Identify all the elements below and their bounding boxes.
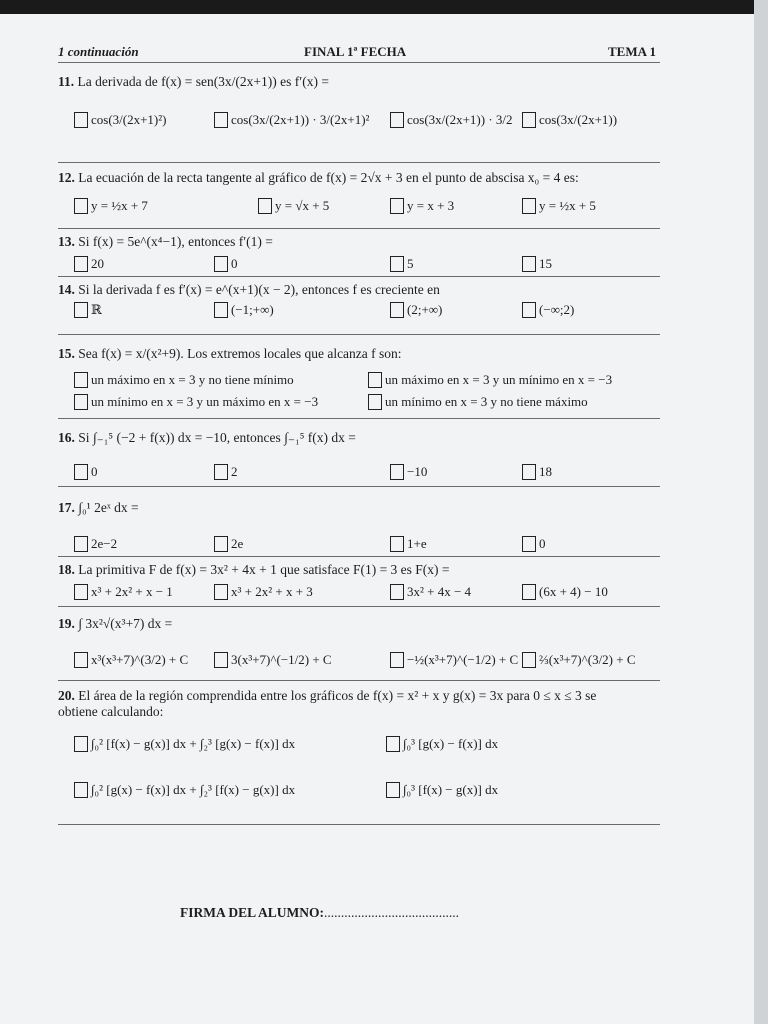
question-12-stem [58, 170, 579, 186]
option-text: un máximo en x = 3 y no tiene mínimo [91, 372, 294, 387]
question-20 [58, 684, 668, 814]
option-text: ∫₀³ [g(x) − f(x)] dx [403, 736, 499, 751]
checkbox[interactable] [386, 782, 400, 798]
option-text: y = x + 3 [407, 198, 455, 213]
option-text: 2 [231, 464, 238, 479]
q11-option-c[interactable] [390, 112, 513, 128]
checkbox[interactable] [390, 584, 404, 600]
q14-option-b[interactable] [214, 302, 274, 318]
q19-option-b[interactable] [214, 652, 332, 668]
signature-dots[interactable]: ........................................ [324, 905, 460, 920]
option-text: un máximo en x = 3 y un mínimo en x = −3 [385, 372, 613, 387]
signature-line [180, 905, 459, 921]
option-text: y = ½x + 5 [539, 198, 596, 213]
option-text: x³(x³+7)^(3/2) + C [91, 652, 189, 667]
question-number: 13. [58, 234, 75, 249]
option-text: ⅔(x³+7)^(3/2) + C [539, 652, 636, 667]
divider [58, 162, 660, 163]
question-number: 18. [58, 562, 75, 577]
option-text: ∫₀² [f(x) − g(x)] dx + ∫₂³ [g(x) − f(x)] dx [91, 736, 296, 751]
question-14-stem [58, 282, 440, 298]
q19-option-c[interactable] [390, 652, 518, 668]
question-number: 14. [58, 282, 75, 297]
divider [58, 418, 660, 419]
option-text: −½(x³+7)^(−1/2) + C [407, 652, 519, 667]
option-text: 1+e [407, 536, 427, 551]
q14-option-c[interactable] [390, 302, 442, 318]
option-text: 5 [407, 256, 414, 271]
header-exam-title: FINAL 1ª FECHA [304, 44, 407, 59]
checkbox[interactable] [214, 584, 228, 600]
question-15-stem [58, 346, 402, 362]
checkbox[interactable] [74, 736, 88, 752]
q19-option-a[interactable] [74, 652, 188, 668]
checkbox[interactable] [74, 652, 88, 668]
q20-option-a[interactable] [74, 736, 295, 752]
divider [58, 276, 660, 277]
checkbox[interactable] [390, 198, 404, 214]
header-rule [58, 62, 660, 63]
checkbox[interactable] [390, 302, 404, 318]
signature-label: FIRMA DEL ALUMNO: [180, 905, 325, 920]
divider [58, 486, 660, 487]
question-number: 11. [58, 74, 75, 89]
option-text: (6x + 4) − 10 [539, 584, 608, 599]
question-11-stem [58, 74, 329, 90]
divider [58, 824, 660, 825]
q12-option-a[interactable] [74, 198, 148, 214]
divider [58, 228, 660, 229]
question-16-stem [58, 430, 356, 446]
q12-option-b[interactable] [258, 198, 329, 214]
checkbox[interactable] [74, 112, 88, 128]
question-19-stem [58, 616, 172, 632]
checkbox[interactable] [258, 198, 272, 214]
checkbox[interactable] [214, 652, 228, 668]
checkbox[interactable] [74, 464, 88, 480]
option-text: ∫₀³ [f(x) − g(x)] dx [403, 782, 499, 797]
question-stem-text: Si f(x) = 5e^(x⁴−1), entonces f′(1) = [78, 234, 273, 249]
option-text: un mínimo en x = 3 y un máximo en x = −3 [91, 394, 319, 409]
question-13 [58, 232, 668, 276]
checkbox[interactable] [522, 256, 536, 272]
q19-option-d[interactable] [522, 652, 636, 668]
q17-option-c[interactable] [390, 536, 427, 552]
q18-option-d[interactable] [522, 584, 608, 600]
checkbox[interactable] [74, 198, 88, 214]
q13-option-d[interactable] [522, 256, 552, 272]
q18-option-a[interactable] [74, 584, 173, 600]
option-text: un mínimo en x = 3 y no tiene máximo [385, 394, 588, 409]
question-stem-text: El área de la región comprendida entre los gráficos de f(x) = x² + x y g(x) = 3x para 0 ≤ x ≤ 3 se [78, 688, 597, 703]
option-text: 20 [91, 256, 104, 271]
checkbox[interactable] [368, 394, 382, 410]
q11-option-b[interactable] [214, 112, 369, 128]
option-text: (−∞;2) [539, 302, 575, 317]
checkbox[interactable] [390, 536, 404, 552]
q18-option-b[interactable] [214, 584, 313, 600]
header-topic: TEMA 1 [608, 44, 657, 59]
option-text: 15 [539, 256, 552, 271]
option-text: y = √x + 5 [275, 198, 330, 213]
option-text: cos(3/(2x+1)²) [91, 112, 167, 127]
question-stem-text: La derivada de f(x) = sen(3x/(2x+1)) es f′(x) = [77, 74, 329, 89]
q13-option-a[interactable] [74, 256, 104, 272]
checkbox[interactable] [522, 302, 536, 318]
checkbox[interactable] [522, 198, 536, 214]
question-20-stem-line1 [58, 688, 596, 704]
q17-option-b[interactable] [214, 536, 243, 552]
question-18-stem [58, 562, 450, 578]
question-14 [58, 280, 668, 330]
q15-option-a[interactable] [74, 372, 294, 388]
question-stem-text: Si la derivada f es f′(x) = e^(x+1)(x − 2), entonces f es creciente en [78, 282, 440, 297]
question-number: 19. [58, 616, 75, 631]
option-text: cos(3x/(2x+1)) [539, 112, 618, 127]
top-dark-strip [0, 0, 768, 14]
option-text: cos(3x/(2x+1)) · 3/2 [407, 112, 513, 127]
q20-option-c[interactable] [74, 782, 295, 798]
checkbox[interactable] [368, 372, 382, 388]
question-stem-text: ∫₀¹ 2eˣ dx = [78, 500, 139, 515]
q13-option-c[interactable] [390, 256, 414, 272]
question-number: 16. [58, 430, 75, 445]
question-stem-text: La primitiva F de f(x) = 3x² + 4x + 1 que satisface F(1) = 3 es F(x) = [78, 562, 450, 577]
question-number: 17. [58, 500, 75, 515]
checkbox[interactable] [522, 584, 536, 600]
option-text: x³ + 2x² + x + 3 [231, 584, 313, 599]
checkbox[interactable] [522, 536, 536, 552]
q13-option-b[interactable] [214, 256, 238, 272]
checkbox[interactable] [74, 302, 88, 318]
question-number: 20. [58, 688, 75, 703]
option-text: y = ½x + 7 [91, 198, 148, 213]
checkbox[interactable] [214, 302, 228, 318]
divider [58, 606, 660, 607]
q15-option-b[interactable] [368, 372, 612, 388]
q20-option-d[interactable] [386, 782, 498, 798]
option-text: 0 [231, 256, 238, 271]
q12-option-d[interactable] [522, 198, 596, 214]
checkbox[interactable] [74, 372, 88, 388]
checkbox[interactable] [214, 256, 228, 272]
option-text: x³ + 2x² + x − 1 [91, 584, 173, 599]
checkbox[interactable] [74, 256, 88, 272]
checkbox[interactable] [390, 112, 404, 128]
q16-option-d[interactable] [522, 464, 552, 480]
question-15 [58, 340, 668, 416]
checkbox[interactable] [522, 112, 536, 128]
q11-option-a[interactable] [74, 112, 167, 128]
question-stem-text: ∫ 3x²√(x³+7) dx = [78, 616, 173, 631]
checkbox[interactable] [74, 536, 88, 552]
option-text: 2e [231, 536, 244, 551]
q16-option-c[interactable] [390, 464, 427, 480]
option-text: 3(x³+7)^(−1/2) + C [231, 652, 332, 667]
question-number: 15. [58, 346, 75, 361]
q18-option-c[interactable] [390, 584, 471, 600]
question-12 [58, 166, 668, 228]
page-header [58, 44, 660, 64]
option-text: ∫₀² [g(x) − f(x)] dx + ∫₂³ [f(x) − g(x)] dx [91, 782, 296, 797]
checkbox[interactable] [522, 652, 536, 668]
option-text: (−1;+∞) [231, 302, 274, 317]
option-text: 18 [539, 464, 552, 479]
option-text: cos(3x/(2x+1)) · 3/(2x+1)² [231, 112, 370, 127]
question-17 [58, 492, 668, 556]
option-text: 2e−2 [91, 536, 118, 551]
question-18 [58, 560, 668, 606]
divider [58, 680, 660, 681]
question-stem-text: Sea f(x) = x/(x²+9). Los extremos locales que alcanza f son: [78, 346, 402, 361]
checkbox[interactable] [386, 736, 400, 752]
question-16 [58, 424, 668, 490]
question-11 [58, 68, 668, 158]
option-text: −10 [407, 464, 428, 479]
q15-option-d[interactable] [368, 394, 588, 410]
q12-option-c[interactable] [390, 198, 454, 214]
q16-option-a[interactable] [74, 464, 98, 480]
checkbox[interactable] [522, 464, 536, 480]
checkbox[interactable] [74, 584, 88, 600]
option-text: (2;+∞) [407, 302, 443, 317]
header-continuation: 1 continuación [58, 44, 139, 59]
option-text: 0 [91, 464, 98, 479]
checkbox[interactable] [214, 536, 228, 552]
option-text: 0 [539, 536, 546, 551]
question-stem-text: La ecuación de la recta tangente al gráfico de f(x) = 2√x + 3 en el punto de abscisa x₀ = 4 es: [78, 170, 579, 185]
q17-option-d[interactable] [522, 536, 546, 552]
option-text: 3x² + 4x − 4 [407, 584, 472, 599]
q16-option-b[interactable] [214, 464, 238, 480]
q17-option-a[interactable] [74, 536, 117, 552]
divider [58, 334, 660, 335]
question-17-stem [58, 500, 139, 516]
option-text: ℝ [91, 302, 102, 317]
checkbox[interactable] [390, 256, 404, 272]
q15-option-c[interactable] [74, 394, 318, 410]
q14-option-d[interactable] [522, 302, 574, 318]
checkbox[interactable] [214, 112, 228, 128]
question-13-stem [58, 234, 273, 250]
checkbox[interactable] [214, 464, 228, 480]
question-number: 12. [58, 170, 75, 185]
checkbox[interactable] [74, 394, 88, 410]
q20-option-b[interactable] [386, 736, 498, 752]
divider [58, 556, 660, 557]
checkbox[interactable] [390, 464, 404, 480]
checkbox[interactable] [74, 782, 88, 798]
checkbox[interactable] [390, 652, 404, 668]
page-edge [754, 0, 768, 1024]
question-20-stem-line2: obtiene calculando: [58, 704, 164, 719]
q14-option-a[interactable] [74, 302, 102, 318]
question-19 [58, 610, 668, 680]
q11-option-d[interactable] [522, 112, 617, 128]
question-stem-text: Si ∫₋₁⁵ (−2 + f(x)) dx = −10, entonces ∫₋₁⁵ f(x) dx = [78, 430, 356, 445]
